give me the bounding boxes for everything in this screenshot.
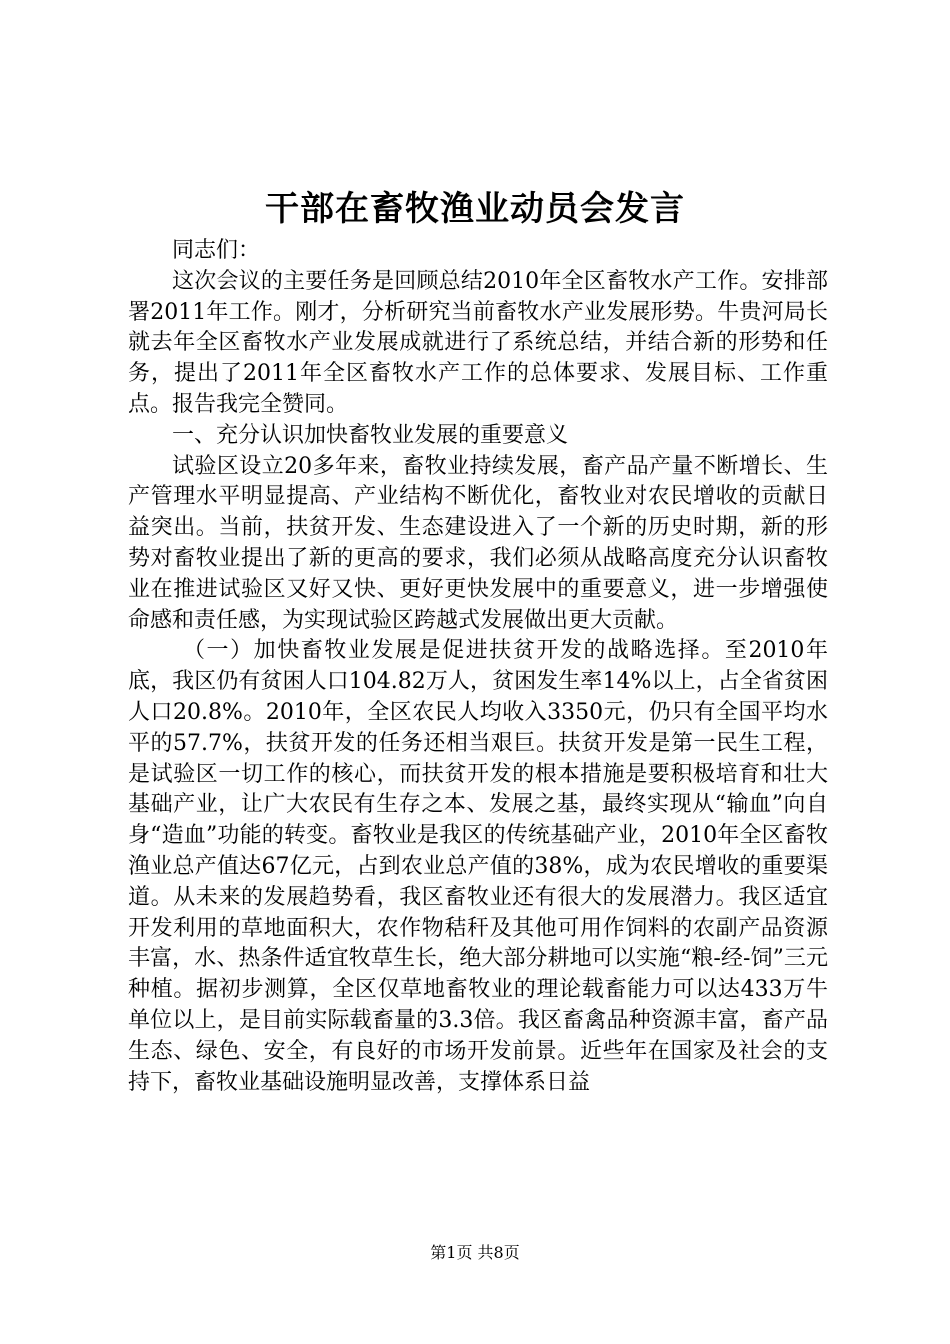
document-title: 干部在畜牧渔业动员会发言 <box>265 189 685 229</box>
paragraph-intro: 这次会议的主要任务是回顾总结2010年全区畜牧水产工作。安排部署2011年工作。刚才，分析研究当前畜牧水产业发展形势。牛贵河局长就去年全区畜牧水产业发展成就进行了系统总结，并结合新的形势和任务，提出了2011年全区畜牧水产工作的总体要求、发展目标、工作重点。报告我完全赞同。 <box>128 268 828 417</box>
paragraph-section-1: 试验区设立20多年来，畜牧业持续发展，畜产品产量不断增长、生产管理水平明显提高、产业结构不断优化，畜牧业对农民增收的贡献日益突出。当前，扶贫开发、生态建设进入了一个新的历史时期，新的形势对畜牧业提出了新的更高的要求，我们必须从战略高度充分认识畜牧业在推进试验区又好又快、更好更快发展中的重要意义，进一步增强使命感和责任感，为实现试验区跨越式发展做出更大贡献。 <box>128 453 828 633</box>
document-body <box>128 236 828 1098</box>
section-heading: 一、充分认识加快畜牧业发展的重要意义 <box>172 422 569 448</box>
page-footer: 第1页 共8页 <box>430 1243 520 1262</box>
salutation: 同志们： <box>172 238 261 263</box>
paragraph-subsection-1: （一）加快畜牧业发展是促进扶贫开发的战略选择。至2010年底，我区仍有贫困人口104.82万人，贫困发生率14%以上，占全省贫困人口20.8%。2010年，全区农民人均收入3350元，仍只有全国平均水平的57.7%，扶贫开发的任务还相当艰巨。扶贫开发是第一民生工程，是试验区一切工作的核心，而扶贫开发的根本措施是要积极培育和壮大基础产业，让广大农民有生存之本、发展之基，最终实现从“输血”向自身“造血”功能的转变。畜牧业是我区的传统基础产业，2010年全区畜牧渔业总产值达67亿元，占到农业总产值的38%，成为农民增收的重要渠道。从未来的发展趋势看，我区畜牧业还有很大的发展潜力。我区适宜开发利用的草地面积大，农作物秸秆及其他可用作饲料的农副产品资源丰富，水、热条件适宜牧草生长，绝大部分耕地可以实施“粮-经-饲”三元种植。据初步测算，全区仅草地畜牧业的理论载畜能力可以达433万牛单位以上，是目前实际载畜量的3.3倍。我区畜禽品种资源丰富，畜产品生态、绿色、安全，有良好的市场开发前景。近些年在国家及社会的支持下，畜牧业基础设施明显改善，支撑体系日益 <box>128 638 828 1095</box>
